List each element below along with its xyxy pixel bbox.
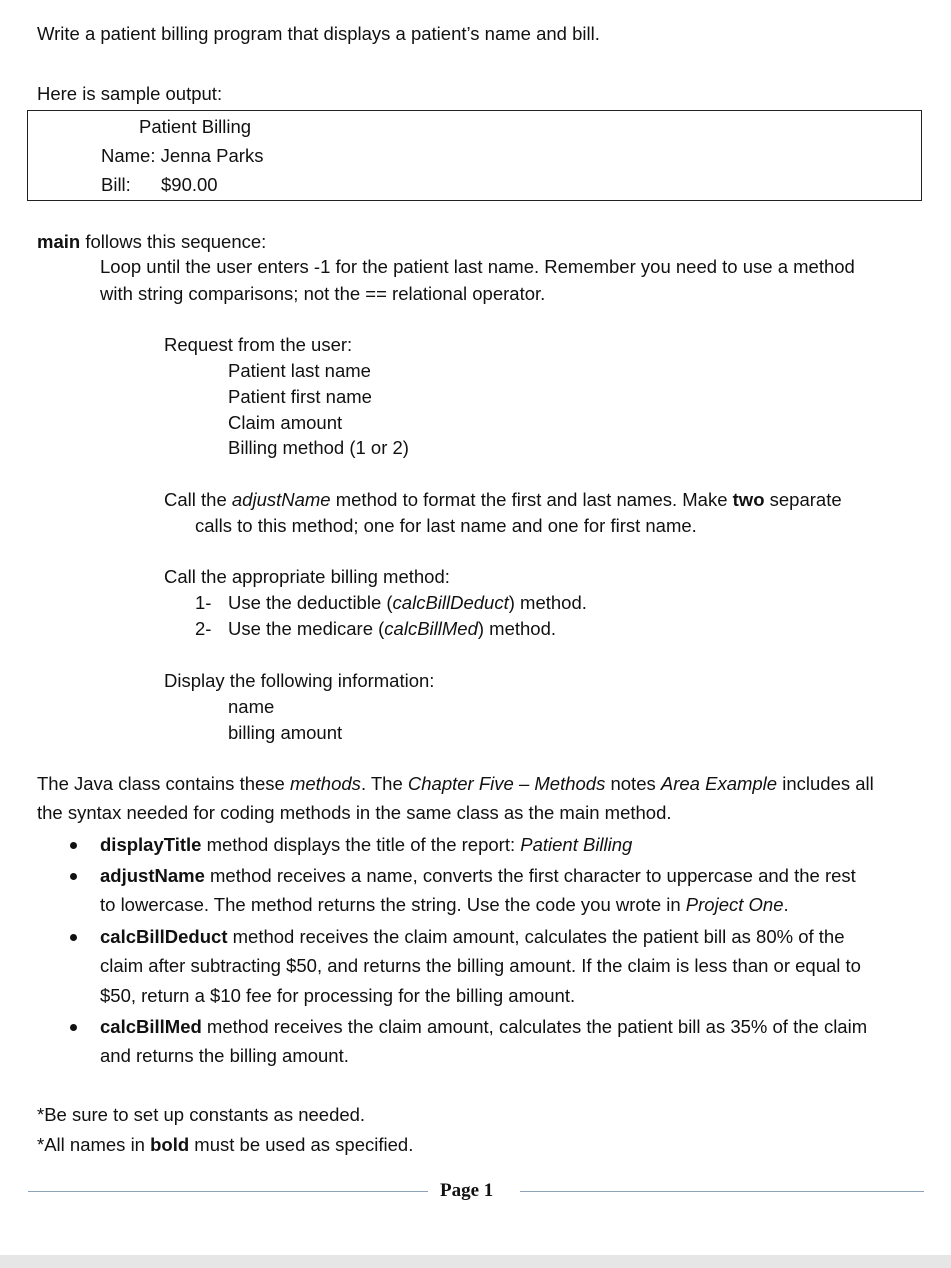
sample-title: Patient Billing bbox=[139, 116, 252, 137]
method-bullet-line bbox=[100, 894, 789, 916]
sample-output-label: Here is sample output: bbox=[37, 83, 223, 104]
loop-instruction-line2: with string comparisons; not the == relational operator. bbox=[100, 283, 546, 304]
sample-output-box bbox=[27, 110, 922, 201]
footer-rule-right bbox=[520, 1191, 924, 1192]
loop-instruction-line1: Loop until the user enters -1 for the patient last name. Remember you need to use a method bbox=[100, 256, 855, 277]
method-desc-end: . bbox=[783, 894, 789, 915]
method-name: adjustName bbox=[100, 865, 205, 886]
main-heading-rest: follows this sequence: bbox=[80, 231, 267, 252]
billing-heading: Call the appropriate billing method: bbox=[164, 566, 450, 587]
bullet-icon bbox=[70, 934, 77, 941]
note-bold-names bbox=[37, 1134, 413, 1156]
sample-name-line: Name: Jenna Parks bbox=[101, 145, 264, 166]
method-name: calcBillDeduct bbox=[100, 926, 228, 947]
method-name: calcBillMed bbox=[100, 1016, 202, 1037]
billing-item-pre: Use the deductible ( bbox=[228, 592, 393, 613]
note-text-b: must be used as specified. bbox=[189, 1134, 414, 1155]
bullet-icon bbox=[70, 873, 77, 880]
method-desc: method receives a name, converts the first character to uppercase and the rest bbox=[204, 865, 856, 886]
page-number: Page 1 bbox=[440, 1180, 494, 1201]
intro-text: Write a patient billing program that displays a patient’s name and bill. bbox=[37, 23, 600, 44]
java-text-c: notes bbox=[605, 773, 661, 794]
bullet-icon bbox=[70, 842, 77, 849]
request-heading: Request from the user: bbox=[164, 334, 353, 355]
note-text-a: *All names in bbox=[37, 1134, 151, 1155]
display-item: name bbox=[228, 696, 275, 717]
billing-item-method: calcBillMed bbox=[384, 618, 478, 639]
method-bullet-line: and returns the billing amount. bbox=[100, 1045, 349, 1066]
footer-rule-left bbox=[28, 1191, 428, 1192]
adjust-text-c: separate bbox=[764, 489, 842, 510]
adjust-text-b: method to format the first and last names. Make bbox=[330, 489, 733, 510]
method-desc: to lowercase. The method returns the string. Use the code you wrote in bbox=[100, 894, 686, 915]
billing-item-number: 2- bbox=[195, 618, 212, 639]
billing-item-method: calcBillDeduct bbox=[392, 592, 509, 613]
method-desc-italic: Project One bbox=[685, 894, 784, 915]
method-desc: method receives the claim amount, calculates the patient bill as 35% of the claim bbox=[201, 1016, 868, 1037]
display-item: billing amount bbox=[228, 722, 343, 743]
method-bullet-line bbox=[100, 1016, 867, 1038]
note-bold-word: bold bbox=[150, 1134, 190, 1155]
adjust-bold-two: two bbox=[732, 489, 765, 510]
bullet-icon bbox=[70, 1024, 77, 1031]
java-class-line2: the syntax needed for coding methods in the same class as the main method. bbox=[37, 802, 672, 823]
billing-item bbox=[228, 592, 587, 614]
main-keyword: main bbox=[37, 231, 81, 252]
method-desc: method displays the title of the report: bbox=[201, 834, 521, 855]
sample-bill-amount: $90.00 bbox=[161, 174, 218, 195]
adjust-instruction-line1 bbox=[164, 489, 842, 511]
method-bullet-line bbox=[100, 926, 845, 948]
main-heading bbox=[37, 231, 266, 253]
method-bullet-line bbox=[100, 865, 856, 887]
java-italic-methods: methods bbox=[289, 773, 361, 794]
adjust-text-a: Call the bbox=[164, 489, 232, 510]
java-text-b: . The bbox=[360, 773, 408, 794]
method-desc-italic: Patient Billing bbox=[520, 834, 633, 855]
java-text-d: includes all bbox=[777, 773, 874, 794]
adjust-instruction-line2: calls to this method; one for last name and one for first name. bbox=[195, 515, 697, 536]
billing-item bbox=[228, 618, 556, 640]
request-item: Claim amount bbox=[228, 412, 343, 433]
sample-bill-label: Bill: bbox=[101, 174, 131, 195]
request-item: Patient first name bbox=[228, 386, 372, 407]
request-item: Patient last name bbox=[228, 360, 371, 381]
adjust-method-name: adjustName bbox=[231, 489, 331, 510]
page-bottom-strip bbox=[0, 1255, 951, 1268]
method-bullet-line: $50, return a $10 fee for processing for the billing amount. bbox=[100, 985, 576, 1006]
billing-item-post: ) method. bbox=[477, 618, 557, 639]
note-constants: *Be sure to set up constants as needed. bbox=[37, 1104, 366, 1125]
java-class-line1 bbox=[37, 773, 874, 795]
method-bullet-line: claim after subtracting $50, and returns the billing amount. If the claim is less than or equal to bbox=[100, 955, 861, 976]
method-name: displayTitle bbox=[100, 834, 202, 855]
java-italic-chapter: Chapter Five – Methods bbox=[407, 773, 606, 794]
billing-item-post: ) method. bbox=[508, 592, 587, 613]
method-bullet-line bbox=[100, 834, 632, 856]
method-desc: method receives the claim amount, calculates the patient bill as 80% of the bbox=[227, 926, 845, 947]
display-heading: Display the following information: bbox=[164, 670, 435, 691]
billing-item-pre: Use the medicare ( bbox=[228, 618, 385, 639]
java-text-a: The Java class contains these bbox=[37, 773, 290, 794]
request-item: Billing method (1 or 2) bbox=[228, 437, 409, 458]
java-italic-example: Area Example bbox=[660, 773, 778, 794]
billing-item-number: 1- bbox=[195, 592, 212, 613]
